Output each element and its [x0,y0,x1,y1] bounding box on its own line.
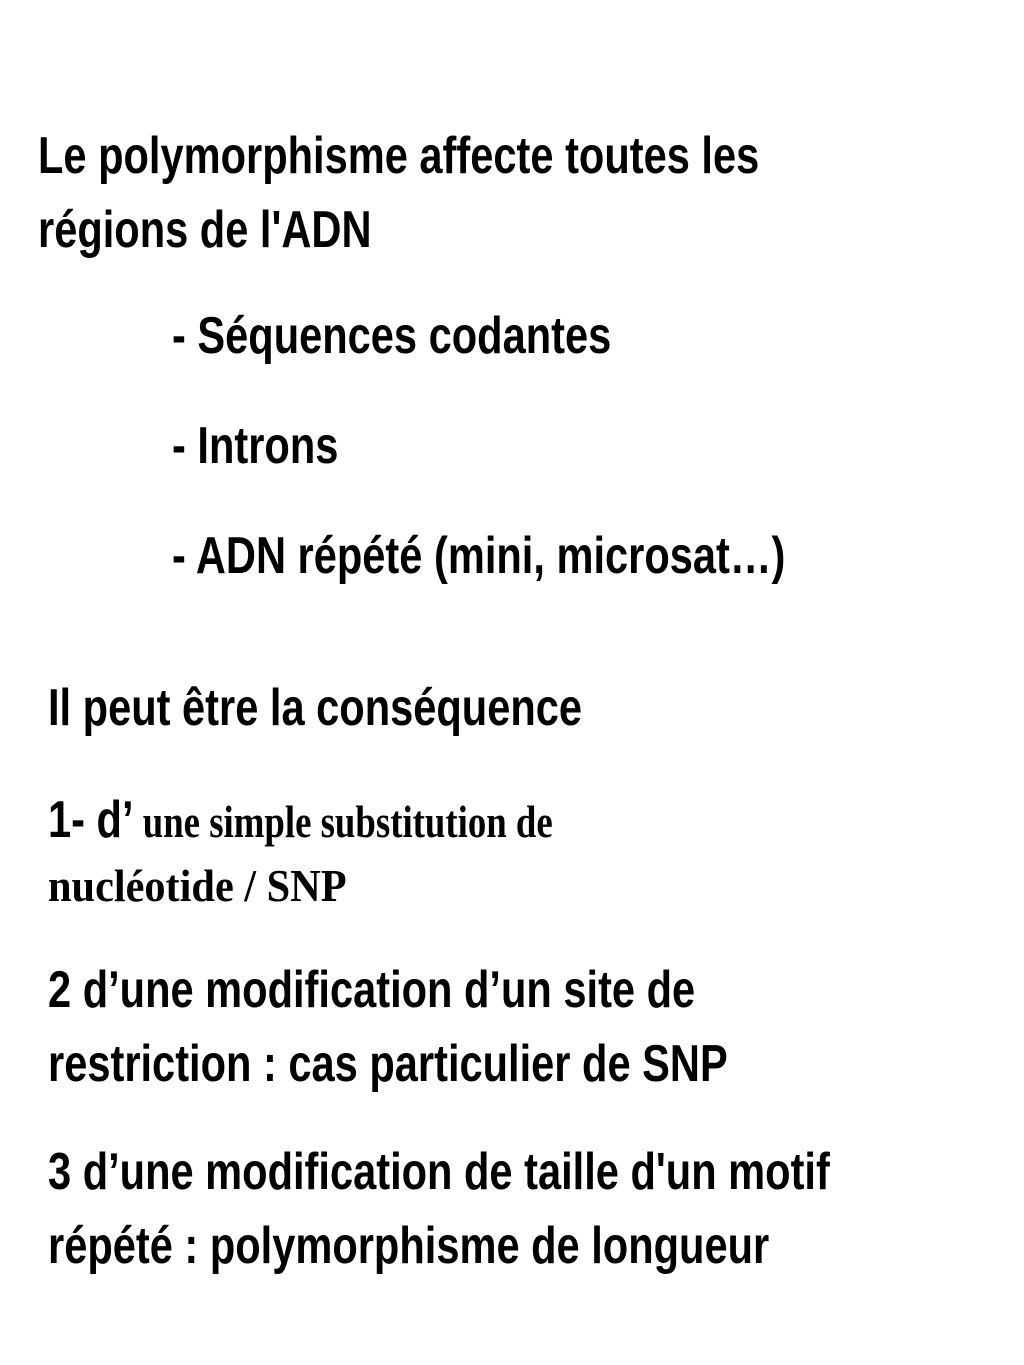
region-item-introns: - Introns [172,417,339,475]
region-item-coding: - Séquences codantes [172,307,612,365]
consequence-item-2-line-2: restriction : cas particulier de SNP [48,1035,728,1093]
consequence-item-1-prefix: 1- d’ [48,791,134,849]
intro-line-2: régions de l'ADN [38,201,372,259]
consequence-item-1-line-2: nucléotide / SNP [48,860,347,911]
region-item-repeated: - ADN répété (mini, microsat…) [172,527,786,585]
consequence-item-1-text: une simple substitution de [133,796,553,847]
consequence-item-3-line-1: 3 d’une modification de taille d'un motif [48,1143,830,1201]
consequence-item-2-line-1: 2 d’une modification d’un site de [48,961,696,1019]
consequence-heading: Il peut être la conséquence [48,679,583,737]
consequence-item-3-line-2: répété : polymorphisme de longueur [48,1217,770,1275]
intro-line-1: Le polymorphisme affecte toutes les [38,127,760,185]
consequence-item-1-line-1 [48,790,553,852]
